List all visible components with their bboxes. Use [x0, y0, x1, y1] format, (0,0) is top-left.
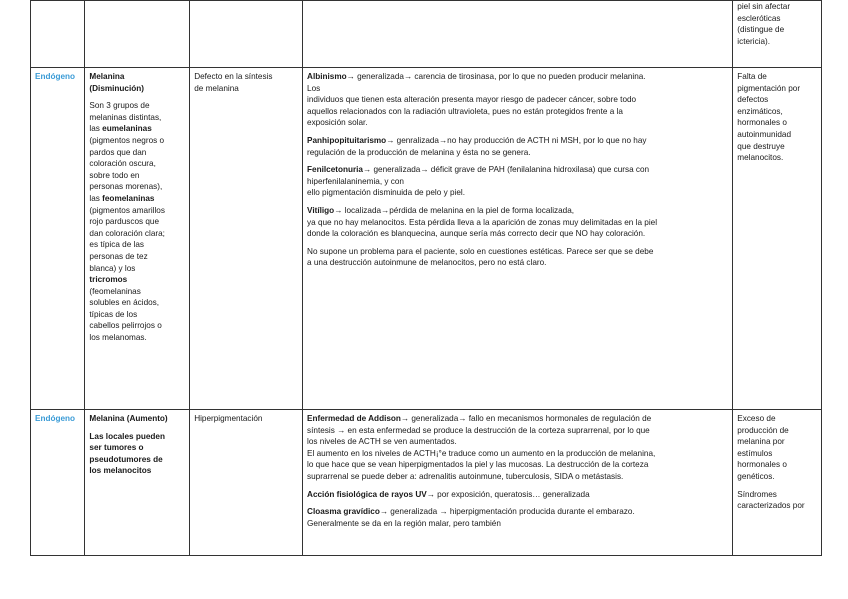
desc-line: Son 3 grupos de	[89, 101, 150, 111]
pigment-title: (Disminución)	[89, 83, 144, 93]
summary-line: caracterizados por	[737, 501, 805, 511]
summary-line: que destruye	[737, 141, 785, 151]
pigmentation-table	[30, 0, 822, 556]
summary-line: escleróticas	[737, 13, 781, 23]
desc-line: cabellos pelirrojos o	[89, 321, 162, 331]
summary-line: autoinmunidad	[737, 129, 791, 139]
entry-cloasma: Cloasma gravídico→ generalizada → hiperpigmentación producida durante el embarazo. Generalmente se da en la región malar, pero también	[307, 507, 635, 528]
desc-line: típicas de los	[89, 309, 138, 319]
pigment-cell	[85, 1, 190, 68]
subtitle-line: ser tumores o	[89, 443, 144, 453]
summary-line: hormonales o	[737, 460, 787, 470]
pigment-title: Melanina (Aumento)	[89, 414, 168, 423]
mechanism-line: Hiperpigmentación	[194, 414, 263, 423]
type-cell: Endógeno	[31, 68, 85, 410]
table-row	[31, 1, 822, 68]
subtitle-line: pseudotumores de	[89, 454, 163, 464]
entry-addison: Enfermedad de Addison→ generalizada→ fallo en mecanismos hormonales de regulación de síntesis → en esta enfermedad se produce la destrucción de la corteza suprarrenal, por lo que los niveles de ACTH se ven aumentados. El aumento en los niveles de ACTH¡°e traduce como un aumento en la producción de melanina, lo que hace que se vean hiperpigmentados la piel y las mucosas. La destrucción de la corteza suprarrenal se puede deber a: adrenalitis autoinmune, tuberculosis, SIDA o metástasis.	[307, 414, 656, 481]
desc-line: sobre todo en	[89, 170, 140, 180]
summary-line: enzimáticos,	[737, 106, 783, 116]
examples-cell	[303, 1, 733, 68]
summary-line: Exceso de	[737, 414, 776, 423]
summary-line: estímulos	[737, 448, 773, 458]
desc-line: las eumelaninas	[89, 124, 152, 134]
summary-line: ictericia).	[737, 36, 771, 46]
desc-line: rojo parduscos que	[89, 217, 160, 227]
summary-line: Falta de	[737, 72, 767, 81]
mechanism-cell	[190, 68, 303, 410]
summary-line: producción de	[737, 425, 789, 435]
table-row	[31, 68, 822, 410]
desc-line: (pigmentos negros o	[89, 135, 165, 145]
entry-vitiligo: Vitíligo→ localizada→pérdida de melanina en la piel de forma localizada, ya que no hay melanocitos. Esta pérdida lleva a la aparición de zonas muy delimitadas en la piel donde la coloración es blanquecina, aunque sería más correcto decir que NO hay coloración.	[307, 205, 658, 239]
entry-uv: Acción fisiológica de rayos UV→ por exposición, queratosis… generalizada	[307, 489, 590, 499]
summary-line: melanocitos.	[737, 153, 784, 163]
subtitle-line: Las locales pueden	[89, 431, 165, 441]
desc-line: pardos que dan	[89, 147, 147, 157]
desc-line: es típica de las	[89, 240, 145, 250]
summary-line: defectos	[737, 95, 769, 105]
mechanism-cell	[190, 410, 303, 556]
desc-line: personas de tez	[89, 251, 148, 261]
summary-line: piel sin afectar	[737, 2, 791, 11]
mechanism-line: de melanina	[194, 83, 239, 93]
mechanism-cell	[190, 1, 303, 68]
examples-cell	[303, 68, 733, 410]
desc-line: melaninas distintas,	[89, 112, 162, 122]
desc-line: personas morenas),	[89, 182, 163, 192]
entry-fenilcetonuria: Fenilcetonuria→ generalizada→ déficit grave de PAH (fenilalanina hidroxilasa) que cursa con hiperfenilalaninemia, y con ello pigmentación disminuida de pelo y piel.	[307, 165, 650, 198]
pigment-cell	[85, 68, 190, 410]
desc-line: coloración oscura,	[89, 159, 156, 169]
summary-line: hormonales o	[737, 118, 787, 128]
summary-line: genéticos.	[737, 471, 775, 481]
examples-cell	[303, 410, 733, 556]
entry-albinismo: Albinismo→ generalizada→ carencia de tirosinasa, por lo que no pueden producir melanina. Los individuos que tienen esta alteración presenta mayor riesgo de padecer cáncer, sobre todo aquellos relacionados con la radiación ultravioleta, pues no están protegidos frente a la exposición solar.	[307, 72, 646, 128]
desc-line: los melanomas.	[89, 333, 147, 343]
entry-panhipopituitarismo: Panhipopituitarismo→ genralizada→no hay producción de ACTH ni MSH, por lo que no hay regulación de la producción de melanina y ésta no se genera.	[307, 135, 647, 157]
type-cell	[31, 1, 85, 68]
summary-line: pigmentación por	[737, 83, 801, 93]
summary-cell	[733, 68, 822, 410]
desc-line: tricromos	[89, 275, 128, 285]
desc-line: las feomelaninas	[89, 193, 155, 203]
subtitle-line: los melanocitos	[89, 466, 152, 476]
summary-line: melanina por	[737, 437, 785, 447]
summary-line: (distingue de	[737, 25, 785, 35]
desc-line: dan coloración clara;	[89, 228, 165, 238]
desc-line: (pigmentos amarillos	[89, 205, 165, 215]
table-row	[31, 410, 822, 556]
summary-line: Síndromes	[737, 489, 777, 499]
pigment-title: Melanina	[89, 72, 125, 81]
desc-line: blanca) y los	[89, 263, 136, 273]
type-cell: Endógeno	[31, 410, 85, 556]
desc-line: solubles en ácidos,	[89, 298, 160, 308]
desc-line: (feomelaninas	[89, 286, 141, 296]
entry-note: No supone un problema para el paciente, solo en cuestiones estéticas. Parece ser que se debe a una destrucción autoinmune de melanocitos, pero no está claro.	[307, 246, 654, 268]
pigment-cell	[85, 410, 190, 556]
summary-cell	[733, 410, 822, 556]
mechanism-line: Defecto en la síntesis	[194, 72, 273, 81]
summary-cell	[733, 1, 822, 68]
